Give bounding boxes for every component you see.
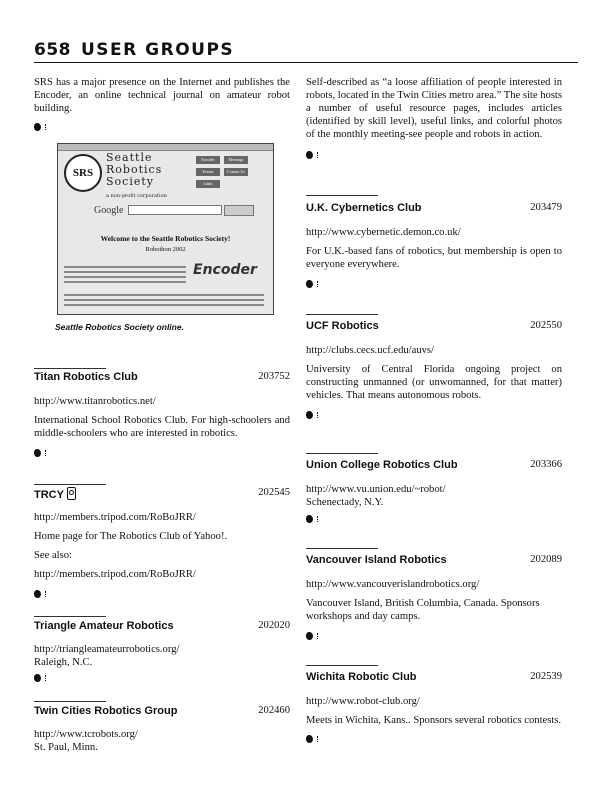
entry-desc: Vancouver Island, British Columbia, Canada. Sponsors workshops and day camps.	[306, 598, 540, 622]
nav-encoder-button[interactable]: Encoder	[196, 156, 220, 164]
entry-desc: Meets in Wichita, Kans.. Sponsors several robotics contests.	[306, 715, 562, 726]
entry-wichita	[306, 665, 562, 749]
col2-intro-text: Self-described as “a loose affiliation of people interested in robots, located in the Twin Cities metro area.” The site hosts a number of useful resource pages, includes articles (identified by skill level), useful links, and colorful photos of the monthly meeting-see people and robots in action.	[306, 77, 563, 140]
nav-events-button[interactable]: Events	[196, 168, 220, 176]
entry-code: 202539	[530, 671, 562, 682]
entry-trcy	[34, 484, 290, 604]
entry-code: 202550	[530, 320, 562, 331]
entry-triangle	[34, 616, 290, 688]
tip-icon	[67, 487, 76, 500]
entry-code: 202460	[258, 705, 290, 716]
entry-name: Titan Robotics Club	[34, 371, 138, 383]
intro-text: SRS has a major presence on the Internet and publishes the Encoder, an online technical journal on amateur robot building.	[34, 77, 290, 114]
entry-name: U.K. Cybernetics Club	[306, 202, 422, 214]
entry-desc: International School Robotics Club. For high-schoolers and middle-schoolers who are interested in robotics.	[34, 415, 290, 439]
search-button[interactable]	[224, 205, 254, 216]
divider	[34, 616, 106, 617]
entry-url[interactable]: http://clubs.cecs.ucf.edu/auvs/	[306, 345, 434, 356]
brand-tagline: a non-profit corporation	[106, 193, 167, 199]
divider	[34, 484, 106, 485]
text-lines-bottom	[64, 294, 264, 309]
see-also-label: See also:	[34, 550, 72, 561]
entry-code: 203479	[530, 202, 562, 213]
srs-logo: SRS	[64, 154, 102, 192]
entry-ucf	[306, 314, 562, 425]
entry-url[interactable]: http://www.vancouverislandrobotics.org/	[306, 579, 480, 590]
intro-block	[34, 76, 290, 137]
divider	[306, 548, 378, 549]
website-screenshot	[57, 143, 274, 315]
entry-url[interactable]: http://triangleamateurrobotics.org/	[34, 644, 180, 655]
brand-line-2: Robotics	[106, 163, 163, 176]
web-icon	[306, 279, 318, 289]
entry-url[interactable]: http://www.robot-club.org/	[306, 696, 420, 707]
entry-code: 202089	[530, 554, 562, 565]
welcome-heading: Welcome to the Seattle Robotics Society!	[100, 234, 231, 243]
entry-url[interactable]: http://www.tcrobots.org/	[34, 729, 138, 740]
entry-titan	[34, 368, 290, 463]
entry-name: Union College Robotics Club	[306, 459, 458, 471]
entry-url-2[interactable]: http://members.tripod.com/RoBoJRR/	[34, 569, 196, 580]
srs-brand	[106, 152, 167, 202]
entry-url[interactable]: http://www.vu.union.edu/~robot/	[306, 484, 446, 495]
entry-twin-cities	[34, 701, 290, 754]
google-logo: Google	[94, 205, 124, 216]
entry-name: Vancouver Island Robotics	[306, 554, 447, 566]
entry-url[interactable]: http://www.cybernetic.demon.co.uk/	[306, 227, 461, 238]
page-header	[34, 40, 578, 63]
figure-caption: Seattle Robotics Society online.	[55, 322, 184, 332]
entry-location: St. Paul, Minn.	[34, 742, 98, 753]
entry-name: Triangle Amateur Robotics	[34, 620, 174, 632]
nav-contact-button[interactable]: Contact Us	[224, 168, 248, 176]
entry-name: TRCY	[34, 487, 76, 501]
web-icon	[34, 673, 46, 683]
entry-url[interactable]: http://www.titanrobotics.net/	[34, 396, 156, 407]
web-icon	[34, 122, 46, 132]
search-input[interactable]	[128, 205, 222, 215]
text-lines	[64, 266, 186, 286]
entry-desc: University of Central Florida ongoing project on constructing unmanned (or unwomanned, for that matter) vehicles. That means autonomous robots.	[306, 364, 562, 401]
divider	[34, 701, 106, 702]
entry-name: Twin Cities Robotics Group	[34, 705, 178, 717]
entry-location: Schenectady, N.Y.	[306, 497, 384, 508]
entry-uk-cybernetics	[306, 195, 562, 294]
nav-links-button[interactable]: Links	[196, 180, 220, 188]
entry-code: 203752	[258, 371, 290, 382]
brand-line-3: Society	[106, 175, 154, 188]
web-icon	[34, 448, 46, 458]
web-icon	[34, 589, 46, 599]
divider	[306, 195, 378, 196]
web-icon	[306, 150, 318, 160]
web-icon	[306, 734, 318, 744]
encoder-logo: Encoder	[193, 262, 257, 278]
brand-line-1: Seattle	[106, 151, 153, 164]
entry-code: 202020	[258, 620, 290, 631]
entry-location: Raleigh, N.C.	[34, 657, 93, 668]
entry-desc: Home page for The Robotics Club of Yahoo!.	[34, 531, 228, 542]
page-number: 658	[34, 40, 71, 60]
web-icon	[306, 631, 318, 641]
entry-union	[306, 453, 562, 529]
web-icon	[306, 410, 318, 420]
divider	[306, 665, 378, 666]
entry-name: Wichita Robotic Club	[306, 671, 417, 683]
robothon-title: Robothon 2002	[145, 246, 186, 253]
browser-bar	[58, 144, 273, 151]
divider	[306, 453, 378, 454]
web-icon	[306, 514, 318, 524]
entry-code: 203366	[530, 459, 562, 470]
nav-meetings-button[interactable]: Meetings	[224, 156, 248, 164]
entry-code: 202545	[258, 487, 290, 498]
divider	[34, 368, 106, 369]
col2-intro-block	[306, 76, 562, 165]
divider	[306, 314, 378, 315]
entry-name: UCF Robotics	[306, 320, 379, 332]
section-title: USER GROUPS	[81, 40, 235, 60]
entry-desc: For U.K.-based fans of robotics, but membership is open to everyone everywhere.	[306, 246, 562, 270]
entry-vancouver	[306, 548, 562, 646]
entry-url[interactable]: http://members.tripod.com/RoBoJRR/	[34, 512, 196, 523]
